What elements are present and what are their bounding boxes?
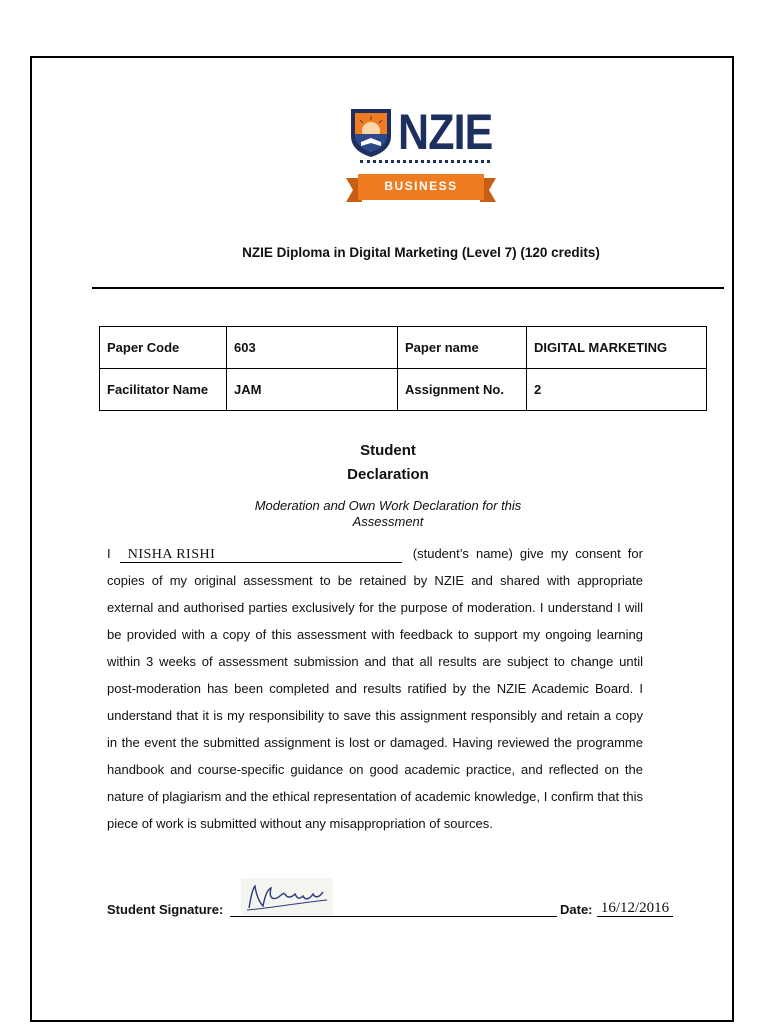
nzie-business-logo bbox=[346, 104, 496, 208]
table-row bbox=[100, 369, 707, 411]
student-name-field[interactable]: NISHA RISHI bbox=[120, 548, 402, 563]
signature-line[interactable] bbox=[230, 916, 557, 917]
declaration-subtitle: Moderation and Own Work Declaration for this Assessment bbox=[254, 498, 522, 529]
declaration-text: (student’s name) give my consent for copies of my original assessment to be retained by NZIE and shared with appropriate external and authorised parties exclusively for the purpose of moderation. I understand I will be provided with a copy of this assessment with feedback to support my ongoing learning within 3 weeks of assessment submission and that all results are subject to change until post-moderation has been completed and results ratified by the NZIE Academic Board. I understand that it is my responsibility to save this assignment responsibly and retain a copy in the event the submitted assignment is lost or damaged. Having reviewed the programme handbook and course-specific guidance on good academic practice, and reflected on the nature of plagiarism and the ethical representation of academic knowledge, I confirm that this piece of work is submitted without any misappropriation of sources. bbox=[107, 546, 643, 831]
shield-icon bbox=[348, 106, 394, 158]
table-cell: Facilitator Name bbox=[100, 369, 227, 411]
declaration-heading bbox=[0, 439, 768, 487]
declaration-heading-line1: Student bbox=[360, 442, 416, 459]
declaration-prefix: I bbox=[107, 546, 111, 561]
program-title: NZIE Diploma in Digital Marketing (Level 7) (120 credits) bbox=[242, 245, 600, 260]
date-field[interactable]: 16/12/2016 bbox=[597, 900, 673, 917]
header-divider bbox=[92, 287, 724, 289]
logo-ribbon-text: BUSINESS bbox=[384, 179, 458, 193]
declaration-body bbox=[107, 540, 643, 837]
table-cell: Assignment No. bbox=[398, 369, 527, 411]
logo-dots bbox=[360, 160, 490, 167]
table-cell: Paper name bbox=[398, 327, 527, 369]
paper-info-table bbox=[99, 326, 707, 411]
table-cell: DIGITAL MARKETING bbox=[527, 327, 707, 369]
table-cell: Paper Code bbox=[100, 327, 227, 369]
logo-wordmark: NZIE bbox=[398, 104, 493, 160]
date-label: Date: bbox=[560, 902, 593, 917]
handwritten-signature bbox=[241, 878, 333, 916]
table-cell: 2 bbox=[527, 369, 707, 411]
table-row bbox=[100, 327, 707, 369]
table-cell: 603 bbox=[227, 327, 398, 369]
signature-row bbox=[107, 878, 687, 918]
table-cell: JAM bbox=[227, 369, 398, 411]
declaration-heading-line2: Declaration bbox=[347, 466, 429, 483]
signature-label: Student Signature: bbox=[107, 902, 224, 917]
